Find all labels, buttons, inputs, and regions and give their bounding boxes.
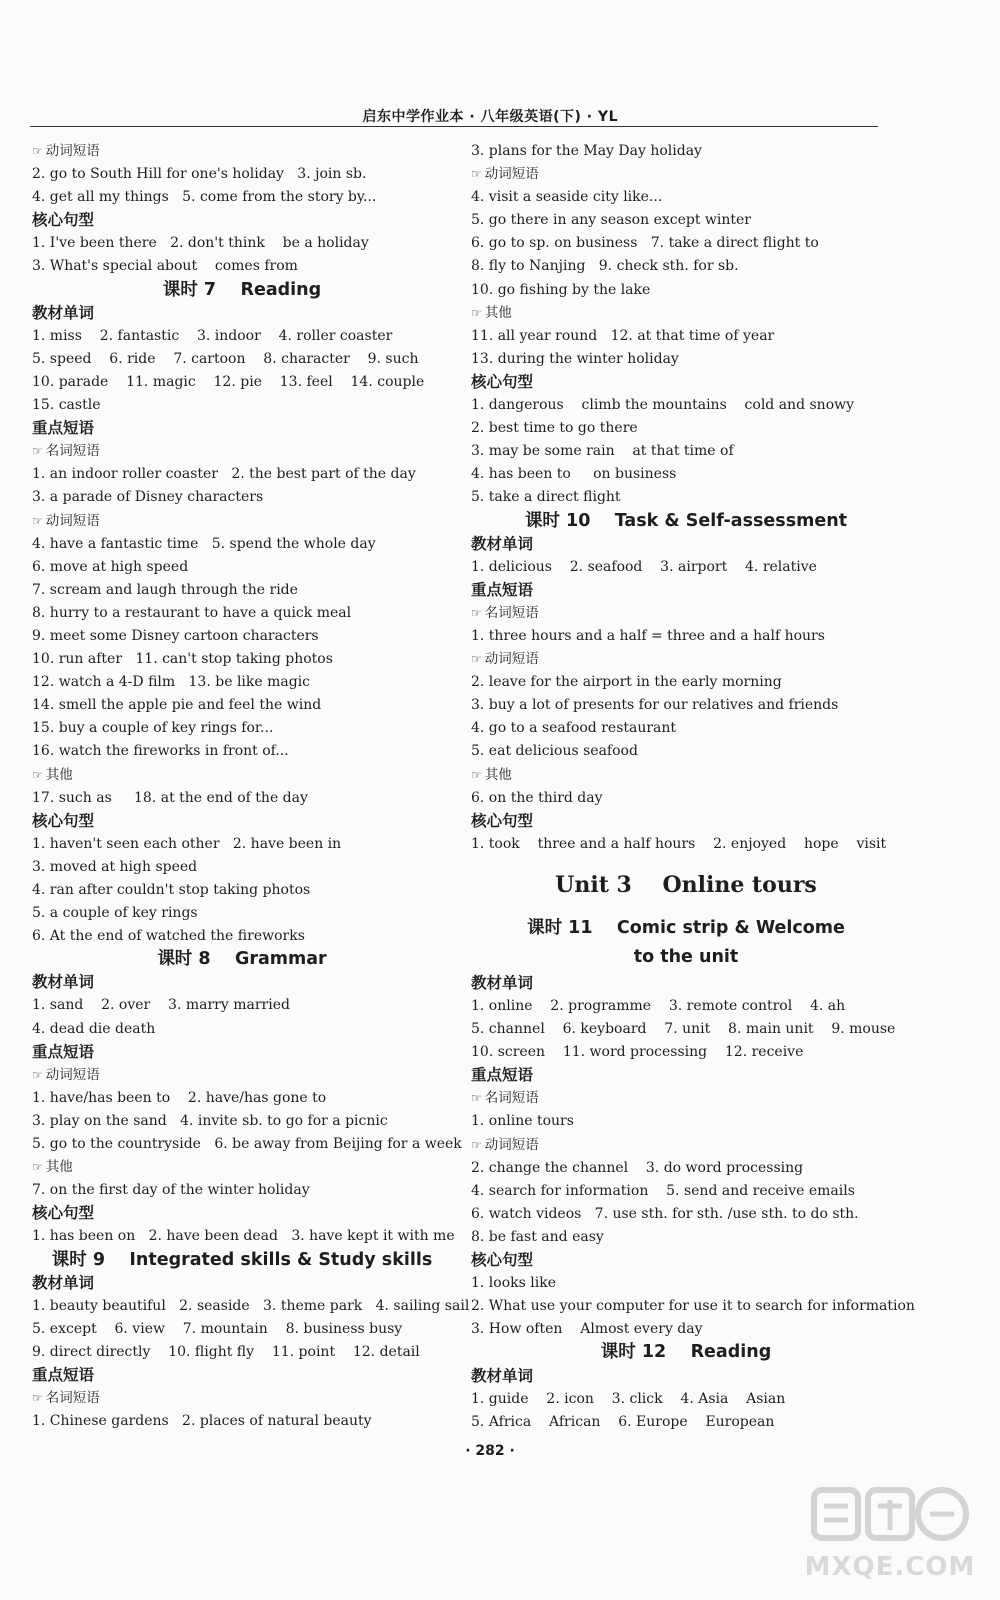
pointing-hand-icon: ☞ [32,444,43,459]
answer-line: 6. At the end of watched the fireworks [32,928,305,945]
section-heading: 教材单词 [471,973,534,992]
answer-line: 4. have a fantastic time 5. spend the whole day [32,535,376,552]
lesson-title: 课时 12 Reading [600,1342,772,1363]
answer-line: 1. haven't seen each other 2. have been in [32,835,342,852]
answer-line: 14. smell the apple pie and feel the wind [32,697,322,714]
section-heading: 重点短语 [471,1066,534,1085]
answer-line: 10. parade 11. magic 12. pie 13. feel 14. couple [32,373,425,390]
left-column [32,140,470,1433]
answer-line: 1. sand 2. over 3. marry married [32,997,290,1014]
answer-line: 4. search for information 5. send and receive emails [471,1182,855,1199]
answer-line: 5. go to the countryside 6. be away from Beijing for a week [32,1136,462,1153]
answer-line: 2. go to South Hill for one's holiday 3. join sb. [32,166,367,183]
subheading-label: 名词短语 [45,443,100,460]
answer-line: 3. buy a lot of presents for our relatives and friends [471,697,839,714]
answer-line: 2. best time to go there [471,420,638,437]
answer-line: 1. dangerous climb the mountains cold and snowy [471,397,855,414]
section-heading: 核心句型 [32,811,95,830]
answer-line: 5. a couple of key rings [32,905,198,922]
answer-line: 8. hurry to a restaurant to have a quick meal [32,604,352,621]
section-heading: 核心句型 [32,211,95,230]
lesson-title: 课时 7 Reading [162,279,322,300]
lesson-title: 课时 9 Integrated skills & Study skills [51,1249,433,1270]
pointing-hand-icon: ☞ [471,652,482,667]
subheading-label: 其他 [484,766,512,783]
phrase-subheading [32,140,452,163]
pointing-hand-icon: ☞ [32,513,43,528]
answer-line: 3. moved at high speed [32,858,198,875]
answer-line: 1. took three and a half hours 2. enjoyed hope visit [471,835,887,852]
subheading-label: 动词短语 [484,166,539,183]
subheading-label: 动词短语 [45,1066,100,1083]
answer-line: 1. have/has been to 2. have/has gone to [32,1089,327,1106]
answer-line: 1. beauty beautiful 2. seaside 3. theme park 4. sailing sail [32,1297,470,1314]
phrase-subheading [471,648,901,671]
pointing-hand-icon: ☞ [471,767,482,782]
phrase-subheading [471,163,901,186]
pointing-hand-icon: ☞ [32,767,43,782]
answer-line: 5. go there in any season except winter [471,212,751,229]
watermark-logo-icon [810,1480,970,1550]
pointing-hand-icon: ☞ [32,1160,43,1175]
answer-line: 4. get all my things 5. come from the story by... [32,189,377,206]
answer-line: 8. be fast and easy [471,1228,604,1245]
pointing-hand-icon: ☞ [32,144,43,158]
answer-line: 16. watch the fireworks in front of... [32,743,289,760]
answer-line: 10. screen 11. word processing 12. receive [471,1044,804,1061]
answer-line: 1. online 2. programme 3. remote control 4. ah [471,998,846,1014]
pointing-hand-icon: ☞ [471,305,482,320]
section-heading: 核心句型 [471,811,534,830]
answer-line: 1. I've been there 2. don't think be a holiday [32,235,369,252]
phrase-subheading [471,1087,901,1110]
section-heading: 教材单词 [32,973,95,992]
answer-line: 4. visit a seaside city like... [471,189,663,206]
section-heading: 教材单词 [471,534,534,553]
answer-line: 13. during the winter holiday [471,350,679,367]
answer-line: 15. castle [32,397,101,414]
page-header [30,104,878,127]
section-heading: 教材单词 [32,1273,95,1292]
subheading-label: 动词短语 [484,651,539,668]
answer-line: 4. go to a seafood restaurant [471,720,677,737]
subheading-label: 其他 [45,766,73,783]
answer-line: 8. fly to Nanjing 9. check sth. for sb. [471,258,739,275]
answer-line: 6. go to sp. on business 7. take a direct flight to [471,235,819,252]
phrase-subheading [32,1156,452,1179]
subheading-label: 其他 [484,304,512,321]
section-heading: 核心句型 [471,1251,534,1270]
answer-line: 5. except 6. view 7. mountain 8. business busy [32,1320,403,1337]
section-heading: 教材单词 [471,1366,534,1385]
subheading-label: 名词短语 [45,1390,100,1407]
book-title: 启东中学作业本 · 八年级英语(下) · YL [362,109,618,125]
answer-line: 1. an indoor roller coaster 2. the best part of the day [32,466,416,483]
answer-line: 1. looks like [471,1275,556,1292]
answer-line: 4. ran after couldn't stop taking photos [32,882,311,898]
answer-line: 7. scream and laugh through the ride [32,581,298,598]
answer-line: 6. watch videos 7. use sth. for sth. /use sth. to do sth. [471,1205,859,1222]
answer-line: 5. Africa African 6. Europe European [471,1413,775,1430]
answer-line: 5. channel 6. keyboard 7. unit 8. main unit 9. mouse [471,1021,896,1038]
answer-line: 5. speed 6. ride 7. cartoon 8. character 9. such [32,350,419,367]
section-heading: 重点短语 [471,580,534,599]
lesson-title: 课时 8 Grammar [157,949,327,970]
answer-line: 3. plans for the May Day holiday [471,143,702,159]
answer-line: 3. a parade of Disney characters [32,489,264,506]
answer-line: 5. take a direct flight [471,489,621,506]
pointing-hand-icon: ☞ [471,605,482,620]
answer-line: 6. move at high speed [32,558,189,575]
phrase-subheading [471,764,901,787]
phrase-subheading [471,1134,901,1157]
section-heading: 教材单词 [32,303,95,322]
answer-line: 2. change the channel 3. do word processing [471,1159,804,1176]
answer-line: 3. may be some rain at that time of [471,443,734,460]
answer-line: 4. dead die death [32,1020,156,1037]
watermark-site: MXQE.COM [804,1552,976,1582]
answer-line: 3. What's special about comes from [32,258,298,275]
subheading-label: 名词短语 [484,604,539,621]
subheading-label: 动词短语 [484,1136,539,1153]
lesson-title: 课时 10 Task & Self-assessment [524,510,848,531]
answer-line: 1. delicious 2. seafood 3. airport 4. relative [471,558,817,575]
phrase-subheading [471,302,901,325]
lesson-title: to the unit [633,946,739,967]
section-heading: 重点短语 [32,1042,95,1061]
pointing-hand-icon: ☞ [471,1137,482,1152]
answer-line: 5. eat delicious seafood [471,743,638,760]
subheading-label: 动词短语 [45,512,100,529]
answer-line: 1. Chinese gardens 2. places of natural beauty [32,1413,372,1430]
section-heading: 重点短语 [32,419,95,438]
answer-line: 1. miss 2. fantastic 3. indoor 4. roller coaster [32,327,393,344]
answer-line: 9. meet some Disney cartoon characters [32,627,319,644]
pointing-hand-icon: ☞ [32,1391,43,1406]
answer-line: 1. three hours and a half = three and a half hours [471,627,825,644]
phrase-subheading [32,510,452,533]
answer-line: 2. What use your computer for use it to search for information [471,1298,915,1315]
phrase-subheading [32,440,452,463]
pointing-hand-icon: ☞ [471,1091,482,1106]
answer-line: 15. buy a couple of key rings for... [32,720,274,737]
right-column [471,140,915,1434]
watermark [800,1472,980,1590]
answer-line: 12. watch a 4-D film 13. be like magic [32,674,311,691]
phrase-subheading [32,1387,452,1410]
subheading-label: 动词短语 [45,143,100,159]
pointing-hand-icon: ☞ [471,167,482,182]
answer-line: 7. on the first day of the winter holiday [32,1182,310,1199]
page-number: · 282 · [465,1443,515,1459]
lesson-title: 课时 11 Comic strip & Welcome [527,917,845,938]
answer-line: 4. has been to on business [471,466,677,483]
answer-line: 17. such as 18. at the end of the day [32,789,308,806]
unit-title: Unit 3 Online tours [555,871,817,898]
answer-line: 3. How often Almost every day [471,1321,703,1338]
section-heading: 核心句型 [32,1204,95,1223]
answer-line: 10. run after 11. can't stop taking photos [32,651,333,668]
answer-line: 1. guide 2. icon 3. click 4. Asia Asian [471,1390,786,1407]
subheading-label: 名词短语 [484,1090,539,1107]
section-heading: 重点短语 [32,1365,95,1384]
pointing-hand-icon: ☞ [32,1067,43,1082]
answer-line: 1. online tours [471,1113,574,1130]
answer-line: 10. go fishing by the lake [471,281,651,298]
subheading-label: 其他 [45,1159,73,1176]
section-heading: 核心句型 [471,372,534,391]
answer-line: 6. on the third day [471,789,603,806]
answer-line: 1. has been on 2. have been dead 3. have kept it with me [32,1228,455,1245]
phrase-subheading [471,602,901,625]
answer-line: 3. play on the sand 4. invite sb. to go for a picnic [32,1112,388,1129]
answer-line: 11. all year round 12. at that time of year [471,327,775,344]
phrase-subheading [32,1064,452,1087]
answer-line: 2. leave for the airport in the early morning [471,674,782,691]
phrase-subheading [32,764,452,787]
answer-line: 9. direct directly 10. flight fly 11. point 12. detail [32,1343,420,1360]
